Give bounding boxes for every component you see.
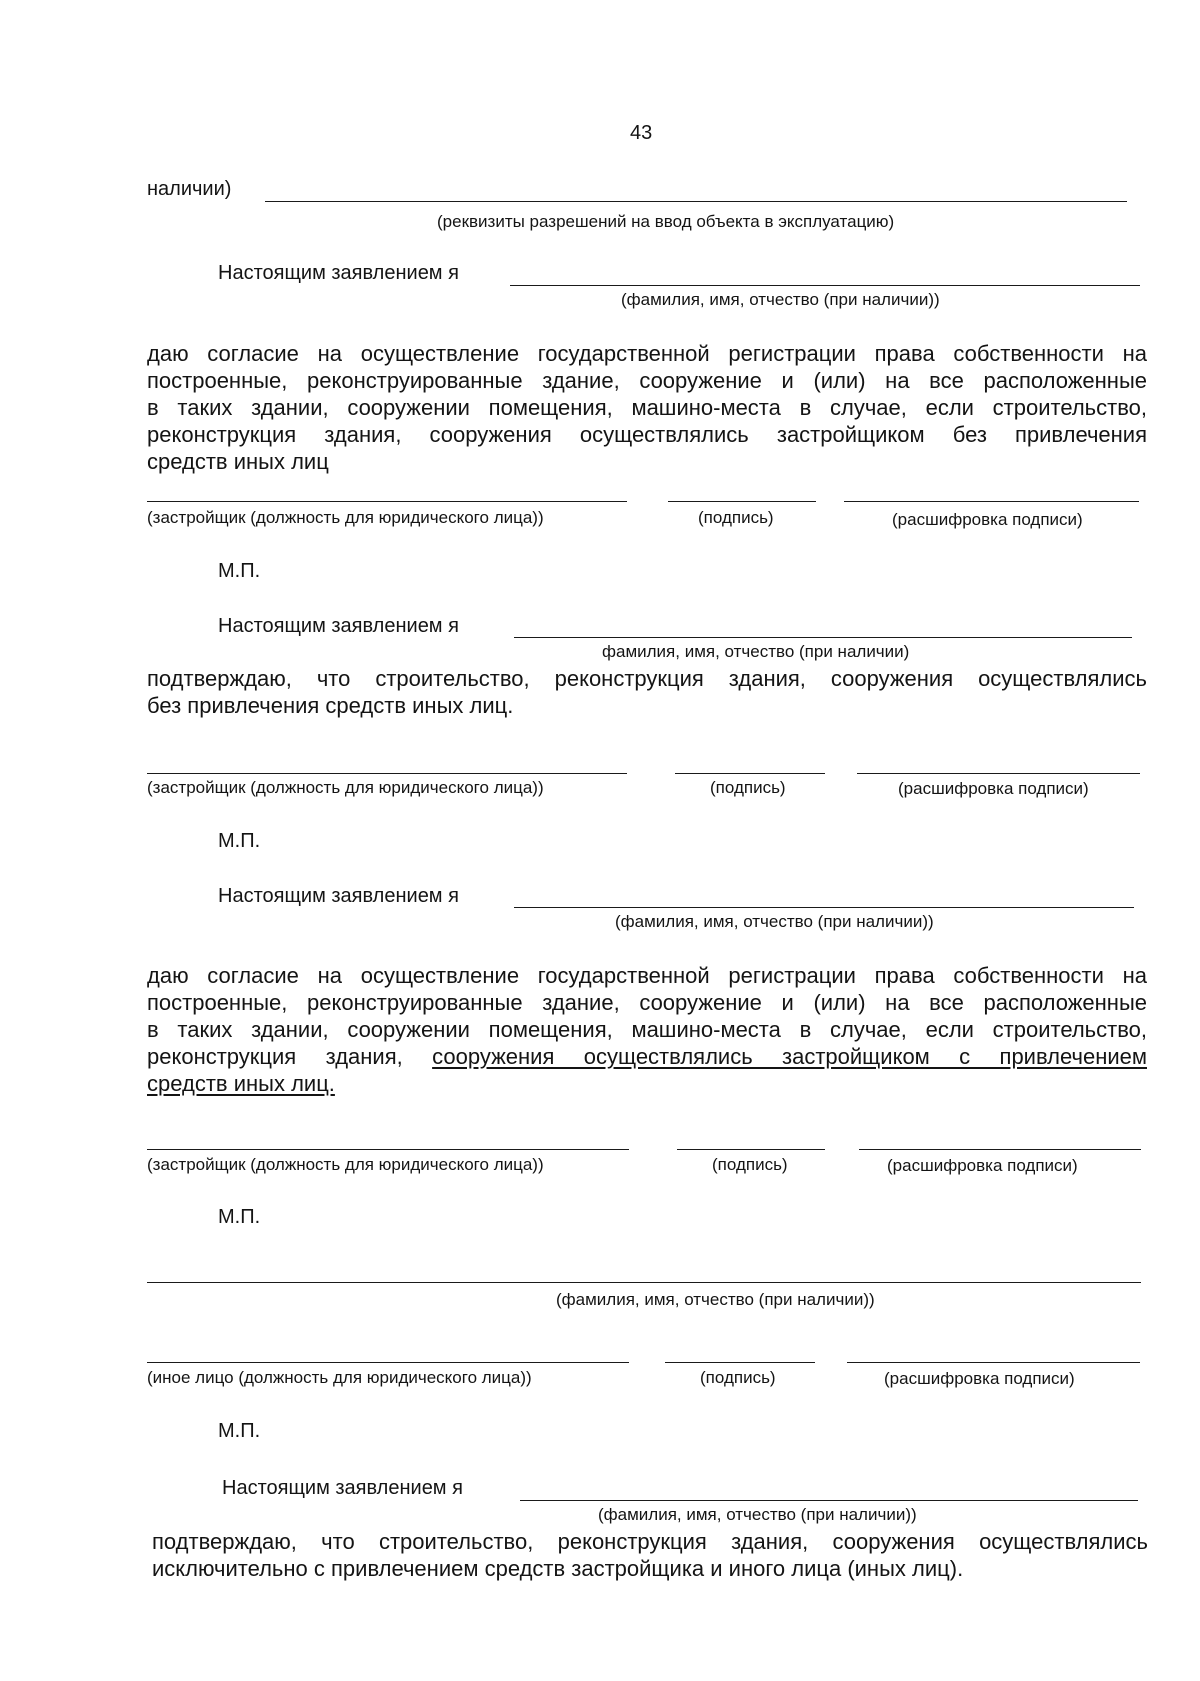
block4-sig-label-decode: (расшифровка подписи) — [884, 1369, 1075, 1388]
block3-stamp: М.П. — [218, 1206, 261, 1228]
block2-para-line: подтверждаю, что строительство, реконструкция здания, сооружения осуществлялись — [147, 666, 1147, 691]
block1-signature-decode-field[interactable] — [844, 501, 1139, 502]
block1-sig-label-signature: (подпись) — [698, 508, 774, 527]
page-number: 43 — [630, 122, 653, 144]
other-person-name-field[interactable] — [147, 1282, 1141, 1283]
block5-statement-lead: Настоящим заявлением я — [222, 1477, 463, 1499]
block0-lead: наличии) — [147, 178, 232, 200]
block3-name-field[interactable] — [514, 907, 1134, 908]
block4-name-caption: (фамилия, имя, отчество (при наличии)) — [556, 1290, 875, 1309]
block3-line4-plain: реконструкция здания, — [147, 1044, 433, 1069]
block4-stamp: М.П. — [218, 1420, 261, 1442]
block5-paragraph — [152, 1528, 1148, 1582]
block1-statement-lead: Настоящим заявлением я — [218, 262, 459, 284]
permit-details-caption: (реквизиты разрешений на ввод объекта в эксплуатацию) — [437, 212, 895, 231]
permit-details-field[interactable] — [265, 201, 1127, 202]
block2-developer-field[interactable] — [147, 773, 627, 774]
block4-sig-label-signature: (подпись) — [700, 1368, 776, 1387]
block2-name-caption: фамилия, имя, отчество (при наличии) — [602, 642, 910, 661]
block1-sig-label-decode: (расшифровка подписи) — [892, 510, 1083, 529]
block1-para-line: построенные, реконструированные здание, сооружение и (или) на все расположенные — [147, 368, 1147, 393]
block5-name-field[interactable] — [520, 1500, 1138, 1501]
block4-sig-label-other-person: (иное лицо (должность для юридического лица)) — [147, 1368, 532, 1387]
block1-developer-field[interactable] — [147, 501, 627, 502]
block3-statement-lead: Настоящим заявлением я — [218, 885, 459, 907]
block5-para-line: подтверждаю, что строительство, реконструкция здания, сооружения осуществлялись — [152, 1529, 1148, 1554]
block1-sig-label-developer: (застройщик (должность для юридического лица)) — [147, 508, 544, 527]
block3-para-line: даю согласие на осуществление государственной регистрации права собственности на — [147, 963, 1147, 988]
block2-stamp: М.П. — [218, 830, 261, 852]
block3-name-caption: (фамилия, имя, отчество (при наличии)) — [615, 912, 934, 931]
block3-para-line — [147, 1043, 1147, 1070]
block3-para-line: построенные, реконструированные здание, сооружение и (или) на все расположенные — [147, 990, 1147, 1015]
block1-name-caption: (фамилия, имя, отчество (при наличии)) — [621, 290, 940, 309]
block5-name-caption: (фамилия, имя, отчество (при наличии)) — [598, 1505, 917, 1524]
block5-para-line: исключительно с привлечением средств застройщика и иного лица (иных лиц). — [152, 1556, 964, 1581]
block4-signature-field[interactable] — [665, 1362, 815, 1363]
block2-paragraph — [147, 665, 1147, 719]
block3-para-line: в таких здании, сооружении помещения, машино-места в случае, если строительство, — [147, 1017, 1147, 1042]
block1-para-line: даю согласие на осуществление государственной регистрации права собственности на — [147, 341, 1147, 366]
block2-sig-label-signature: (подпись) — [710, 778, 786, 797]
block2-signature-field[interactable] — [675, 773, 825, 774]
block3-sig-label-developer: (застройщик (должность для юридического лица)) — [147, 1155, 544, 1174]
block3-para-line — [147, 1070, 1147, 1097]
block2-name-field[interactable] — [514, 637, 1132, 638]
block4-other-person-field[interactable] — [147, 1362, 629, 1363]
block2-statement-lead: Настоящим заявлением я — [218, 615, 459, 637]
block1-stamp: М.П. — [218, 560, 261, 582]
block3-signature-field[interactable] — [677, 1149, 825, 1150]
block3-signature-decode-field[interactable] — [859, 1149, 1141, 1150]
block2-sig-label-developer: (застройщик (должность для юридического лица)) — [147, 778, 544, 797]
block1-signature-field[interactable] — [668, 501, 816, 502]
block1-paragraph — [147, 340, 1147, 475]
block3-sig-label-decode: (расшифровка подписи) — [887, 1156, 1078, 1175]
block3-line4-underlined: сооружения осуществлялись застройщиком с привлечением — [432, 1044, 1147, 1069]
block4-signature-decode-field[interactable] — [847, 1362, 1140, 1363]
block1-para-line: реконструкция здания, сооружения осуществлялись застройщиком без привлечения — [147, 422, 1147, 447]
block2-para-line: без привлечения средств иных лиц. — [147, 693, 514, 718]
block2-sig-label-decode: (расшифровка подписи) — [898, 779, 1089, 798]
block1-para-line: в таких здании, сооружении помещения, машино-места в случае, если строительство, — [147, 395, 1147, 420]
block3-sig-label-signature: (подпись) — [712, 1155, 788, 1174]
block3-developer-field[interactable] — [147, 1149, 629, 1150]
block1-name-field[interactable] — [510, 285, 1140, 286]
block3-paragraph — [147, 962, 1147, 1097]
block3-line5-underlined: средств иных лиц. — [147, 1071, 335, 1096]
block1-para-line: средств иных лиц — [147, 449, 329, 474]
block2-signature-decode-field[interactable] — [857, 773, 1140, 774]
